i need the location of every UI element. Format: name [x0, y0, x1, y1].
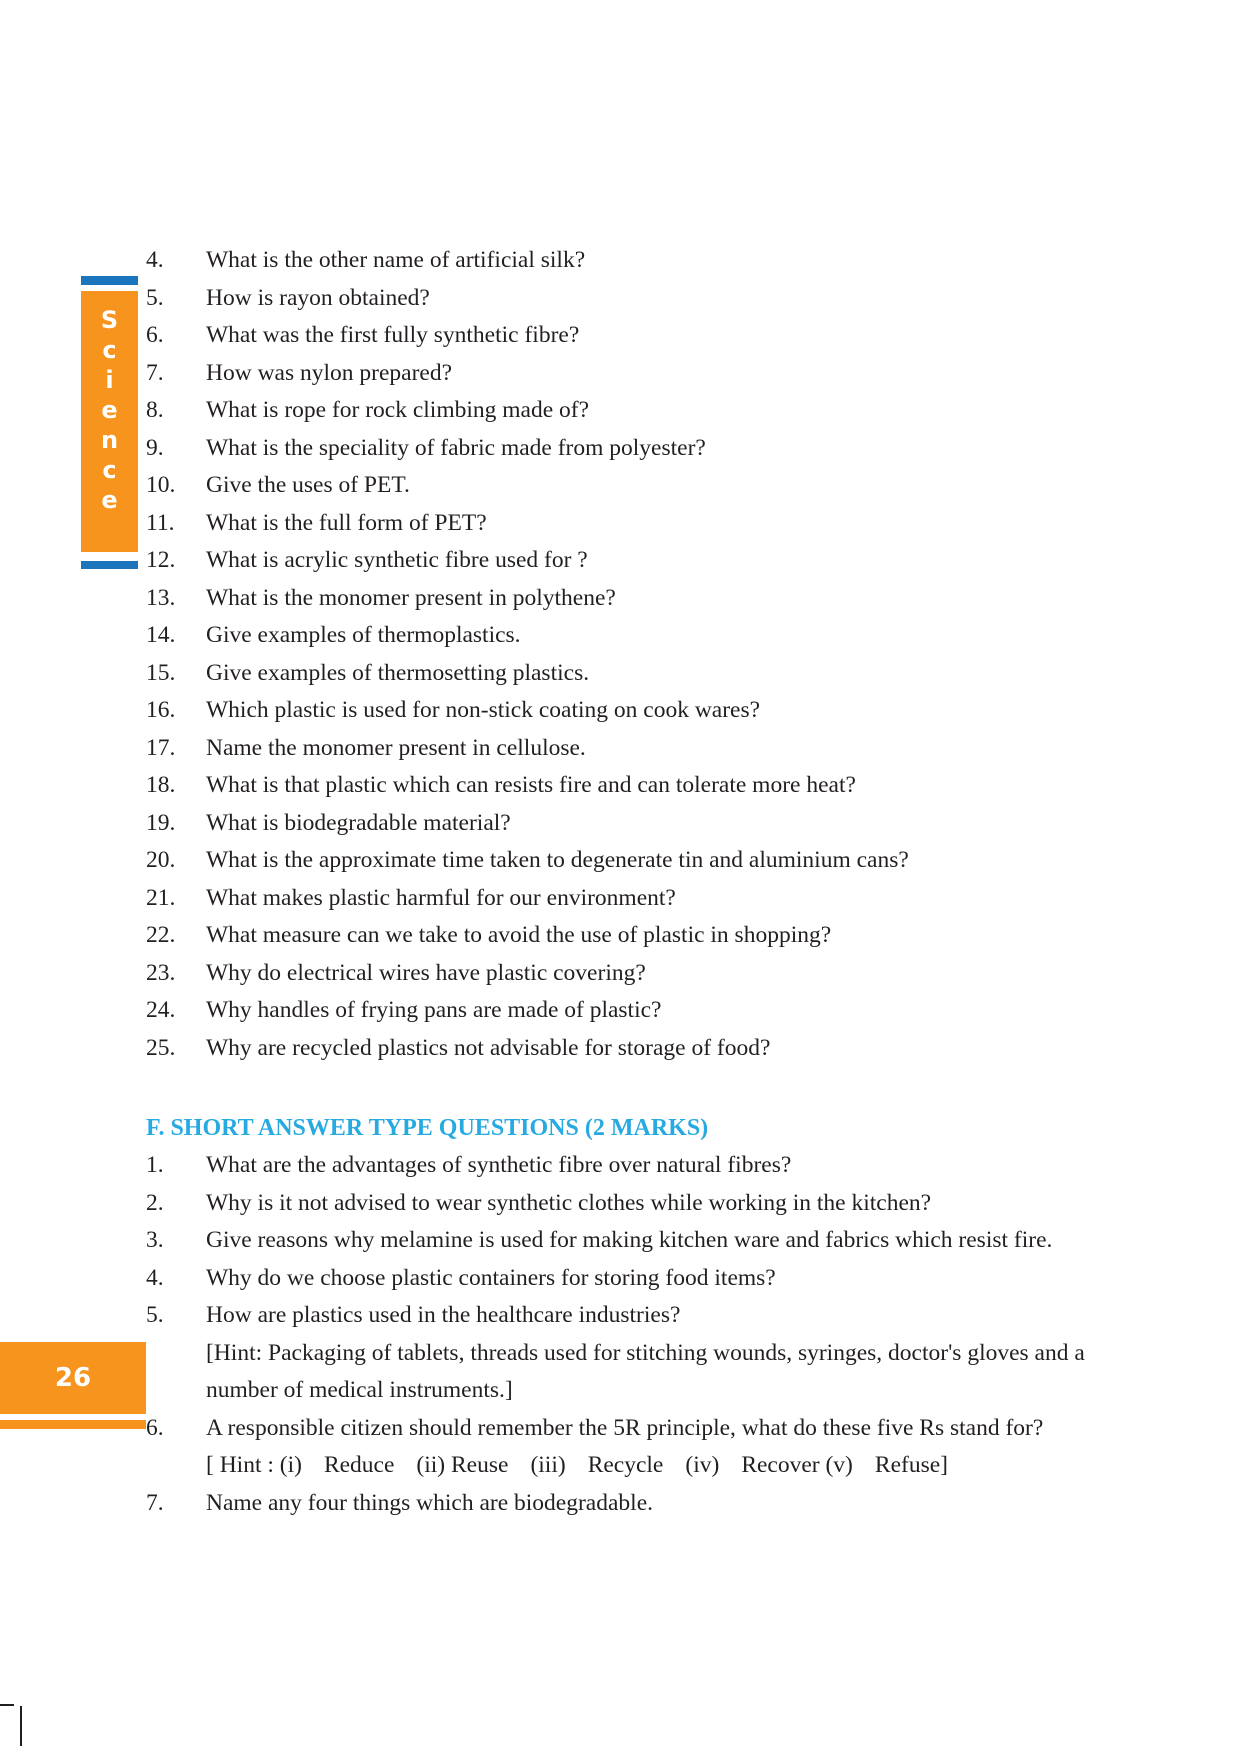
question-number: 4. [146, 247, 164, 273]
question-number: 5. [146, 285, 164, 311]
question-item [146, 734, 586, 762]
question-text: Why are recycled plastics not advisable for storage of food? [206, 1035, 771, 1061]
question-item [146, 996, 661, 1024]
question-number: 22. [146, 922, 176, 948]
question-item [146, 1226, 1052, 1254]
question-number: 2. [146, 1190, 164, 1216]
hint-part: (ii) Reuse [416, 1452, 509, 1478]
question-item [146, 1489, 653, 1517]
question-item [146, 546, 588, 574]
question-text: Give examples of thermosetting plastics. [206, 660, 590, 686]
question-number: 7. [146, 360, 164, 386]
hint-part: Reduce [323, 1452, 395, 1478]
section-heading: F. SHORT ANSWER TYPE QUESTIONS (2 MARKS) [146, 1115, 709, 1141]
question-text: Give examples of thermoplastics. [206, 622, 521, 648]
question-number: 18. [146, 772, 176, 798]
question-number: 7. [146, 1490, 164, 1516]
hint-text: [Hint: Packaging of tablets, threads used for stitching wounds, syringes, doctor's gloves and a [206, 1340, 1085, 1366]
question-item [146, 584, 616, 612]
question-item [146, 884, 676, 912]
question-text: Why handles of frying pans are made of plastic? [206, 997, 662, 1023]
side-tab-letter: S [100, 306, 119, 334]
question-number: 5. [146, 1302, 164, 1328]
question-number: 24. [146, 997, 176, 1023]
question-text: What are the advantages of synthetic fibre over natural fibres? [206, 1152, 792, 1178]
question-number: 16. [146, 697, 176, 723]
side-tab-bottom-bar [81, 561, 138, 569]
question-number: 12. [146, 547, 176, 573]
hint-part: (iii) [530, 1452, 566, 1478]
question-text: Give reasons why melamine is used for making kitchen ware and fabrics which resist fire. [206, 1227, 1053, 1253]
question-item [146, 246, 585, 274]
question-text: How are plastics used in the healthcare industries? [206, 1302, 681, 1328]
side-tab-letter: i [105, 366, 114, 394]
question-item [146, 509, 487, 537]
question-number: 19. [146, 810, 176, 836]
question-number: 6. [146, 322, 164, 348]
question-text: How was nylon prepared? [206, 360, 453, 386]
hint-part: Recycle [587, 1452, 664, 1478]
question-text: What is acrylic synthetic fibre used for ? [206, 547, 588, 573]
question-item [146, 396, 589, 424]
question-item [146, 1414, 1043, 1442]
question-text: Why is it not advised to wear synthetic clothes while working in the kitchen? [206, 1190, 932, 1216]
question-number: 6. [146, 1415, 164, 1441]
question-item [146, 771, 856, 799]
question-text: What is the other name of artificial silk? [206, 247, 586, 273]
side-tab-letter: e [101, 396, 118, 424]
question-item [146, 921, 831, 949]
question-text: What is the approximate time taken to degenerate tin and aluminium cans? [206, 847, 909, 873]
question-text: How is rayon obtained? [206, 285, 430, 311]
hint-text [206, 1451, 970, 1479]
crop-mark [0, 1704, 14, 1706]
question-text: What measure can we take to avoid the use of plastic in shopping? [206, 922, 832, 948]
question-item [146, 621, 521, 649]
question-item [146, 1189, 931, 1217]
question-number: 14. [146, 622, 176, 648]
question-item [146, 1301, 680, 1329]
question-text: What was the first fully synthetic fibre? [206, 322, 580, 348]
side-tab-letter: c [102, 456, 117, 484]
question-item [146, 659, 589, 687]
question-item [146, 846, 909, 874]
hint-part: Recover (v) [741, 1452, 853, 1478]
question-number: 21. [146, 885, 176, 911]
question-item [146, 434, 706, 462]
question-item [146, 359, 452, 387]
question-text: What is the full form of PET? [206, 510, 487, 536]
subject-side-tab [81, 291, 138, 552]
hint-part: Refuse] [874, 1452, 948, 1478]
page-number-bar [0, 1420, 146, 1429]
question-item [146, 284, 430, 312]
question-item [146, 471, 410, 499]
question-number: 17. [146, 735, 176, 761]
question-number: 23. [146, 960, 176, 986]
question-text: What is that plastic which can resists fire and can tolerate more heat? [206, 772, 856, 798]
question-item [146, 1264, 776, 1292]
question-number: 15. [146, 660, 176, 686]
question-text: A responsible citizen should remember the 5R principle, what do these five Rs stand for? [206, 1415, 1044, 1441]
page-number: 26 [0, 1342, 146, 1414]
question-item [146, 809, 511, 837]
hint-text: number of medical instruments.] [206, 1377, 513, 1403]
question-number: 8. [146, 397, 164, 423]
question-text: Name the monomer present in cellulose. [206, 735, 586, 761]
question-text: Why do we choose plastic containers for storing food items? [206, 1265, 776, 1291]
side-tab-letter: n [100, 426, 119, 454]
question-item [146, 696, 760, 724]
question-text: Which plastic is used for non-stick coating on cook wares? [206, 697, 761, 723]
question-number: 20. [146, 847, 176, 873]
side-tab-top-bar [81, 276, 138, 285]
question-text: What is biodegradable material? [206, 810, 511, 836]
question-number: 1. [146, 1152, 164, 1178]
question-item [146, 321, 579, 349]
question-text: Give the uses of PET. [206, 472, 410, 498]
question-text: Why do electrical wires have plastic covering? [206, 960, 646, 986]
question-number: 11. [146, 510, 175, 536]
question-text: What is the monomer present in polythene? [206, 585, 616, 611]
crop-mark [20, 1706, 22, 1746]
question-item [146, 1034, 770, 1062]
side-tab-letter: c [102, 336, 117, 364]
hint-part: [ Hint : (i) [206, 1452, 302, 1478]
question-number: 13. [146, 585, 176, 611]
question-text: What makes plastic harmful for our environment? [206, 885, 676, 911]
side-tab-letter: e [101, 486, 118, 514]
hint-part: (iv) [685, 1452, 720, 1478]
question-text: What is the speciality of fabric made from polyester? [206, 435, 706, 461]
question-number: 25. [146, 1035, 176, 1061]
question-number: 3. [146, 1227, 164, 1253]
question-number: 4. [146, 1265, 164, 1291]
question-text: What is rope for rock climbing made of? [206, 397, 590, 423]
question-number: 10. [146, 472, 176, 498]
question-item [146, 1151, 791, 1179]
question-text: Name any four things which are biodegradable. [206, 1490, 653, 1516]
question-number: 9. [146, 435, 164, 461]
question-item [146, 959, 646, 987]
